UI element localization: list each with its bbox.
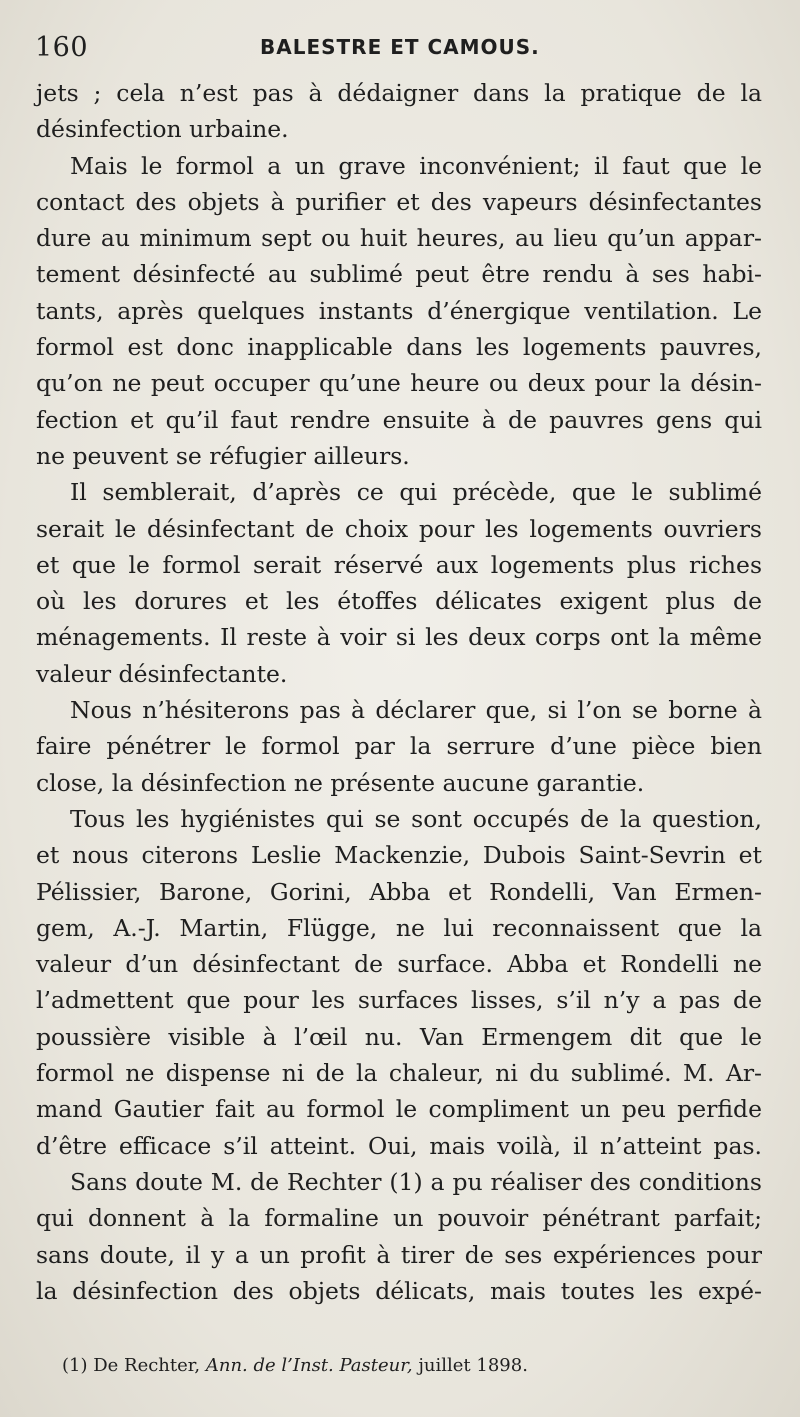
text-line: sans doute, il y a un profit à tirer de ses expériences pour: [36, 1240, 762, 1269]
text-line: et que le formol serait réservé aux logements plus riches: [36, 550, 762, 579]
text-line: poussière visible à l’œil nu. Van Ermengem dit que le: [36, 1022, 762, 1051]
text-line: et nous citerons Leslie Mackenzie, Dubois Saint-Sevrin et: [36, 841, 762, 870]
text-line: tants, après quelques instants d’énergique ventilation. Le: [36, 296, 762, 325]
text-line: la désinfection des objets délicats, mais toutes les expé-: [36, 1276, 762, 1305]
text-line: gem, A.-J. Martin, Flügge, ne lui reconnaissent que la: [36, 913, 762, 942]
text-line: close, la désinfection ne présente aucune garantie.: [36, 768, 645, 797]
text-line: Nous n’hésiterons pas à déclarer que, si l’on se borne à: [70, 696, 762, 725]
text-line: jets ; cela n’est pas à dédaigner dans la pratique de la: [36, 79, 762, 107]
text-line: l’admettent que pour les surfaces lisses, s’il n’y a pas de: [36, 986, 762, 1015]
text-line: fection et qu’il faut rendre ensuite à de pauvres gens qui: [36, 405, 762, 434]
text-line: désinfection urbaine.: [36, 115, 289, 144]
text-line: serait le désinfectant de choix pour les logements ouvriers: [36, 514, 762, 543]
text-line: faire pénétrer le formol par la serrure d’une pièce bien: [36, 732, 762, 761]
text-line: valeur désinfectante.: [36, 659, 288, 688]
text-line: Pélissier, Barone, Gorini, Abba et Rondelli, Van Ermen-: [36, 877, 762, 906]
text-line: qui donnent à la formaline un pouvoir pénétrant parfait;: [36, 1204, 762, 1233]
text-line: Sans doute M. de Rechter (1) a pu réaliser des conditions: [70, 1167, 762, 1196]
text-line: formol est donc inapplicable dans les logements pauvres,: [36, 333, 762, 362]
text-line: tement désinfecté au sublimé peut être rendu à ses habi-: [36, 260, 762, 289]
text-line: ménagements. Il reste à voir si les deux corps ont la même: [36, 623, 762, 652]
footnote-date: juillet 1898.: [418, 1355, 528, 1376]
page-number: 160: [35, 32, 89, 63]
text-line: d’être efficace s’il atteint. Oui, mais voilà, il n’atteint pas.: [36, 1131, 762, 1160]
text-line: Il semblerait, d’après ce qui précède, que le sublimé: [70, 478, 762, 507]
text-line: formol ne dispense ni de la chaleur, ni du sublimé. M. Ar-: [36, 1059, 762, 1088]
footnote-marker: (1) De Rechter,: [62, 1355, 201, 1376]
text-line: valeur d’un désinfectant de surface. Abba et Rondelli ne: [36, 950, 762, 979]
text-line: où les dorures et les étoffes délicates exigent plus de: [36, 587, 762, 616]
running-title: BALESTRE ET CAMOUS.: [260, 35, 540, 59]
text-line: contact des objets à purifier et des vapeurs désinfectantes: [36, 187, 762, 216]
text-line: mand Gautier fait au formol le compliment un peu perfide: [36, 1095, 762, 1124]
page-header: [35, 32, 755, 68]
text-line: Tous les hygiénistes qui se sont occupés de la question,: [70, 804, 762, 833]
footnote-journal: Ann. de l’Inst. Pasteur,: [205, 1355, 413, 1376]
body-text: [36, 75, 762, 1309]
footnote: [62, 1355, 528, 1376]
text-line: ne peuvent se réfugier ailleurs.: [36, 441, 410, 470]
text-line: dure au minimum sept ou huit heures, au lieu qu’un appar-: [36, 224, 762, 253]
text-line: qu’on ne peut occuper qu’une heure ou deux pour la désin-: [36, 369, 762, 398]
text-line: Mais le formol a un grave inconvénient; il faut que le: [70, 151, 762, 180]
